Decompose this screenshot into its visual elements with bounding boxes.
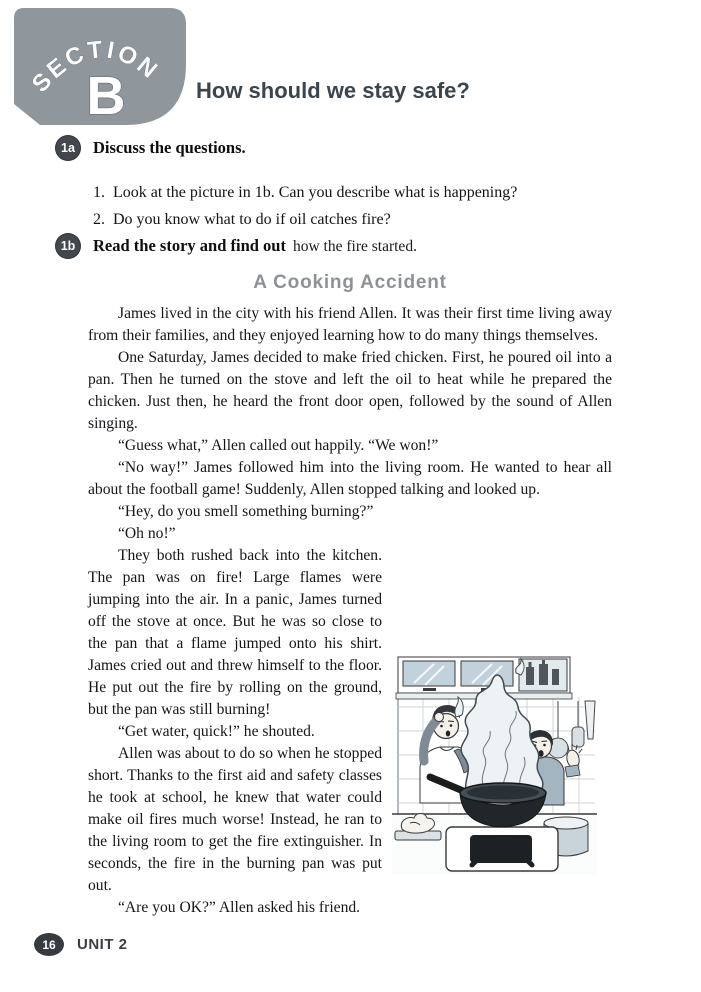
page-title: How should we stay safe? [196,78,470,103]
activity-1b-head [56,234,417,258]
activity-badge-1a: 1a [56,136,80,160]
unit-label: UNIT 2 [77,936,128,953]
kitchen-fire-illustration [392,655,597,875]
story-paragraph: “Get water, quick!” he shouted. [118,723,315,740]
story-paragraph: “Hey, do you smell something burning?” [118,503,374,520]
activity-1b [56,234,417,258]
story-title: A Cooking Accident [253,272,447,293]
question-list [93,179,517,233]
section-b-badge [14,8,186,125]
activity-1b-instruction-bold: Read the story and find out [93,236,286,255]
story-paragraph: “Oh no!” [118,525,176,542]
question-text: Look at the picture in 1b. Can you describe what is happening? [113,184,518,201]
story-paragraph: “No way!” James followed him into the living room. He wanted to hear all about the football game! Suddenly, Allen stopped talking and looked up. [88,459,612,498]
question-number: 2. [93,211,105,228]
story-paragraph: Allen was about to do so when he stopped short. Thanks to the first aid and safety classes he took at school, he knew that water could make oil fires much worse! Instead, he ran to the living room to get the fire extinguisher. In seconds, the fire in the burning pan was put out. [88,745,382,894]
story-paragraph: “Are you OK?” Allen asked his friend. [118,899,361,916]
spatula-icon [572,727,584,747]
activity-1a-instruction: Discuss the questions. [93,138,246,157]
flame-spark-left [455,697,463,717]
story [88,272,612,919]
towel-icon [585,701,595,739]
story-paragraph: One Saturday, James decided to make fried chicken. First, he poured oil into a pan. Then he turned on the stove and left the oil to heat while he prepared the chicken. Just then, he heard the front door open, followed by the sound of Allen singing. [88,349,612,432]
story-paragraph: James lived in the city with his friend Allen. It was their first time living away from their families, and they enjoyed learning how to do many things themselves. [88,305,612,344]
activity-1b-instruction [93,236,417,256]
question-number: 1. [93,184,105,201]
activity-1a [56,136,517,233]
question-item-1 [93,179,517,206]
story-paragraph: They both rushed back into the kitchen. The pan was on fire! Large flames were jumping into the air. In a panic, James turned off the stove at once. But he was so close to the pan that a flame jumped onto his shirt. James cried out and threw himself to the floor. He put out the fire by rolling on the ground, but the pan was still burning! [88,547,382,718]
stove [446,827,558,871]
james-hand [435,713,444,722]
section-letter: B [86,66,126,125]
question-text: Do you know what to do if oil catches fire? [113,211,391,228]
page-footer [34,933,128,956]
section-word: SECTION [26,35,165,98]
story-paragraph: “Guess what,” Allen called out happily. “We won!” [118,437,439,454]
activity-badge-1b: 1b [56,234,80,258]
activity-1a-head [56,136,517,160]
page-number-badge: 16 [34,933,64,956]
question-item-2 [93,206,517,233]
activity-1b-instruction-rest: how the fire started. [292,238,417,255]
